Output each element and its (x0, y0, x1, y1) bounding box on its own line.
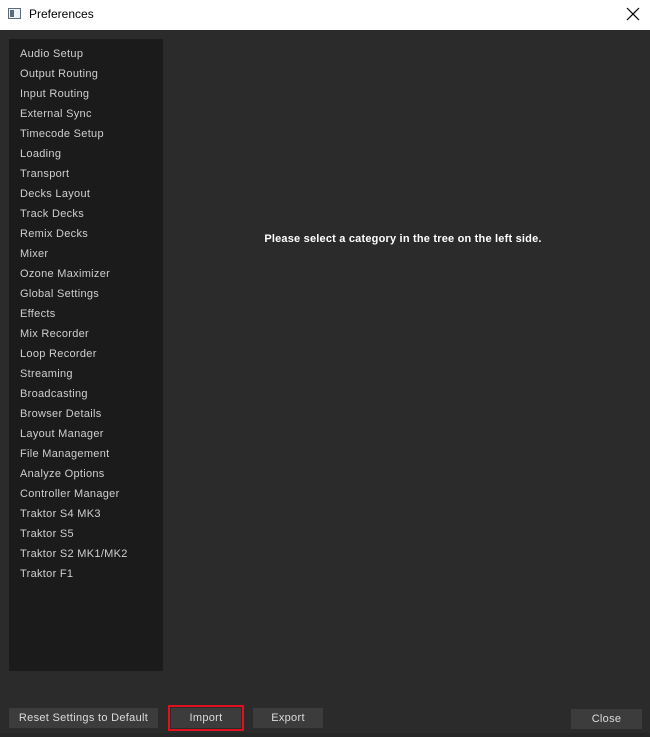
close-icon[interactable] (624, 5, 642, 23)
sidebar-item-output-routing[interactable]: Output Routing (20, 68, 99, 80)
import-button[interactable]: Import (171, 708, 241, 728)
bottom-edge (0, 733, 650, 737)
sidebar-item-layout-manager[interactable]: Layout Manager (20, 428, 104, 440)
placeholder-message: Please select a category in the tree on the left side. (264, 233, 542, 245)
sidebar-item-loop-recorder[interactable]: Loop Recorder (20, 348, 97, 360)
app-window-icon (8, 8, 21, 19)
sidebar-item-loading[interactable]: Loading (20, 148, 62, 160)
sidebar-item-streaming[interactable]: Streaming (20, 368, 73, 380)
sidebar-item-traktor-s5[interactable]: Traktor S5 (20, 528, 74, 540)
sidebar-item-file-management[interactable]: File Management (20, 448, 110, 460)
sidebar-item-remix-decks[interactable]: Remix Decks (20, 228, 89, 240)
sidebar-item-traktor-f1[interactable]: Traktor F1 (20, 568, 74, 580)
sidebar-item-analyze-options[interactable]: Analyze Options (20, 468, 105, 480)
export-button[interactable]: Export (253, 708, 323, 728)
sidebar-item-ozone-maximizer[interactable]: Ozone Maximizer (20, 268, 111, 280)
sidebar-item-traktor-s4-mk3[interactable]: Traktor S4 MK3 (20, 508, 101, 520)
sidebar-item-input-routing[interactable]: Input Routing (20, 88, 90, 100)
window-title: Preferences (29, 7, 94, 21)
sidebar-item-browser-details[interactable]: Browser Details (20, 408, 102, 420)
sidebar-item-mix-recorder[interactable]: Mix Recorder (20, 328, 90, 340)
sidebar-item-controller-manager[interactable]: Controller Manager (20, 488, 120, 500)
sidebar-item-decks-layout[interactable]: Decks Layout (20, 188, 91, 200)
sidebar-item-global-settings[interactable]: Global Settings (20, 288, 100, 300)
sidebar-item-timecode-setup[interactable]: Timecode Setup (20, 128, 104, 140)
sidebar-item-external-sync[interactable]: External Sync (20, 108, 92, 120)
sidebar-item-broadcasting[interactable]: Broadcasting (20, 388, 88, 400)
category-list (9, 39, 163, 584)
close-button[interactable]: Close (571, 709, 642, 729)
reset-settings-button[interactable]: Reset Settings to Default (9, 708, 158, 728)
category-tree (9, 39, 163, 671)
sidebar-item-traktor-s2-mk1-mk2[interactable]: Traktor S2 MK1/MK2 (20, 548, 128, 560)
sidebar-item-mixer[interactable]: Mixer (20, 248, 49, 260)
title-bar (0, 0, 650, 30)
sidebar-item-audio-setup[interactable]: Audio Setup (20, 48, 84, 60)
sidebar-item-track-decks[interactable]: Track Decks (20, 208, 85, 220)
sidebar-item-effects[interactable]: Effects (20, 308, 56, 320)
sidebar-item-transport[interactable]: Transport (20, 168, 70, 180)
